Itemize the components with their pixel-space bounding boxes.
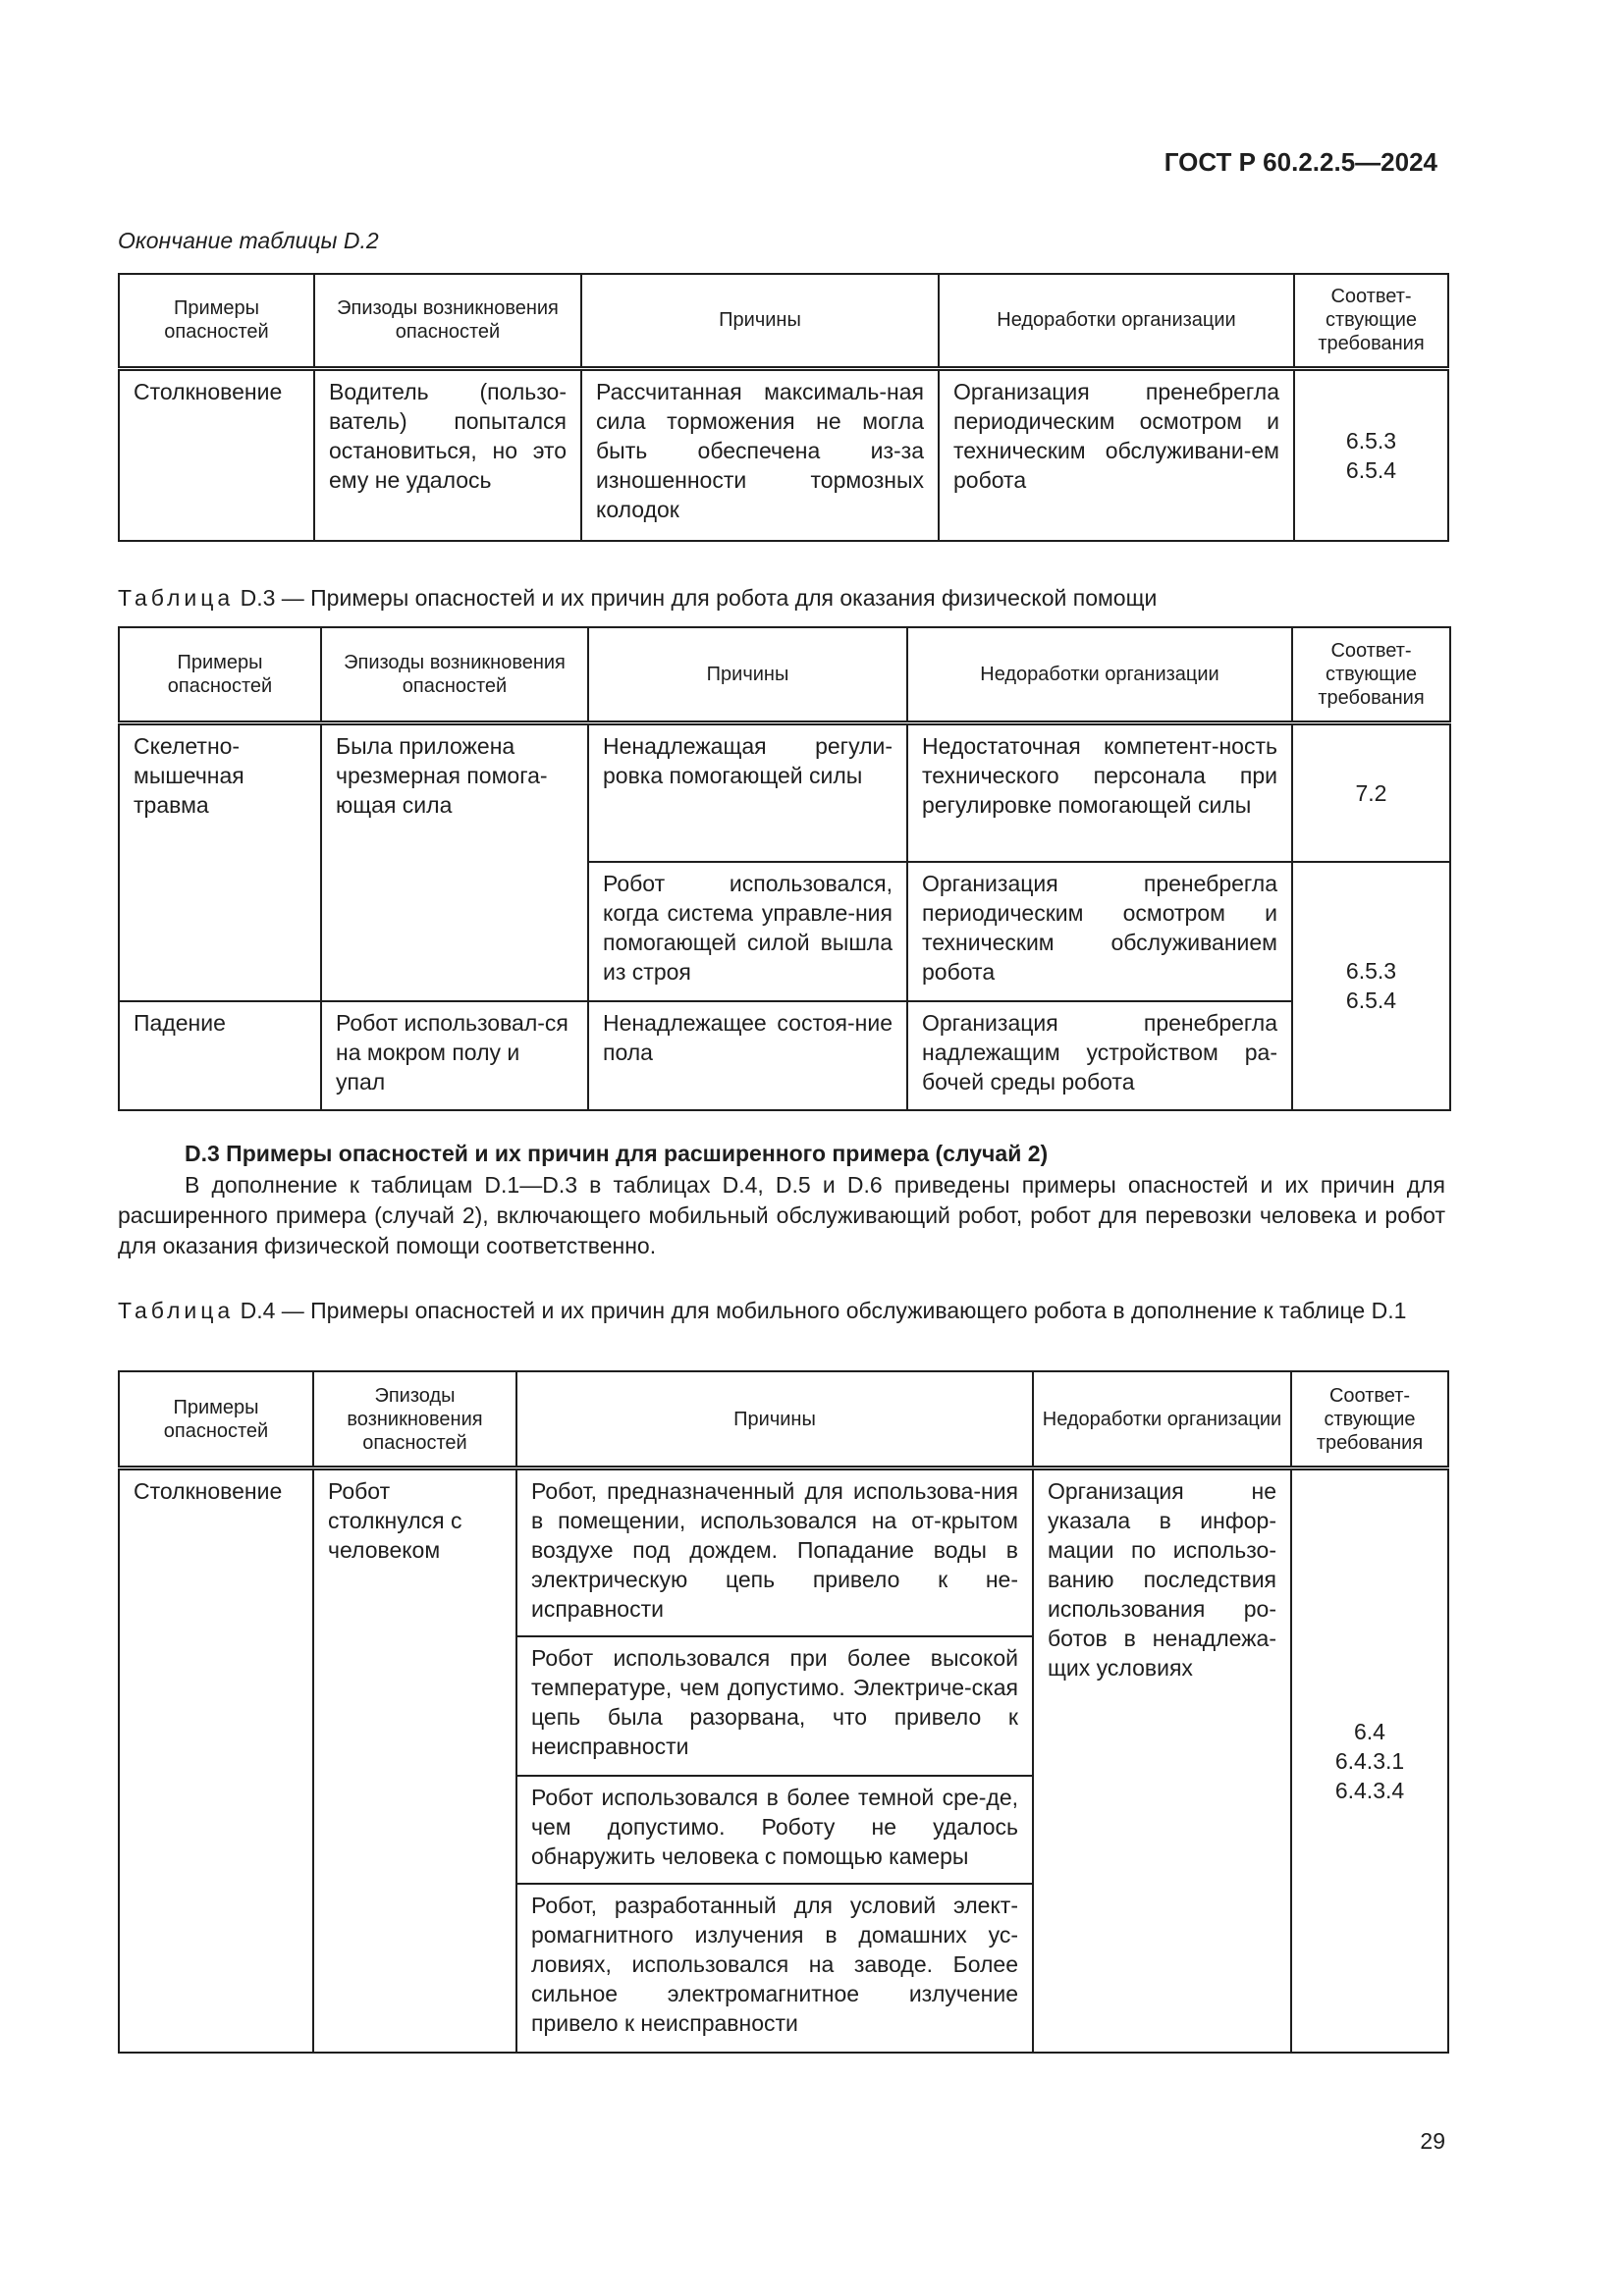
col-header-hazards: Примеры опасностей xyxy=(119,627,321,722)
shortcoming-cell: Организация пренебрегла периодическим осмотром и техническим обслуживанием робота xyxy=(907,862,1292,1001)
episode-cell: Робот использовал-ся на мокром полу и упал xyxy=(321,1001,588,1110)
table-title: D.4 — Примеры опасностей и их причин для мобильного обслуживающего робота в дополнение к таблице D.1 xyxy=(234,1298,1407,1323)
hazard-cell: Столкновение xyxy=(119,368,314,541)
shortcoming-cell: Организация пренебрегла периодическим осмотром и техническим обслуживани-ем робота xyxy=(939,368,1294,541)
col-header-shortcomings: Недоработки организации xyxy=(1033,1371,1291,1468)
col-header-shortcomings: Недоработки организации xyxy=(907,627,1292,722)
table-d4-caption xyxy=(118,1296,1445,1325)
requirement-ref: 6.4.3.1 xyxy=(1334,1748,1405,1775)
document-id: ГОСТ Р 60.2.2.5—2024 xyxy=(1164,147,1437,177)
requirements-cell xyxy=(1294,368,1448,541)
cause-cell: Ненадлежащая регули-ровка помогающей силы xyxy=(588,722,907,862)
requirement-ref: 6.5.3 xyxy=(1345,958,1397,985)
shortcoming-cell: Организация не указала в инфор-мации по использо-ванию последствия использования ро-ботов в ненадлежа-щих условиях xyxy=(1033,1468,1291,2053)
section-heading: D.3 Примеры опасностей и их причин для расширенного примера (случай 2) xyxy=(185,1141,1049,1166)
col-header-hazards: Примеры опасностей xyxy=(119,1371,313,1468)
table-d2-continuation-caption: Окончание таблицы D.2 xyxy=(118,228,379,253)
table-d3-caption xyxy=(118,583,1445,613)
col-header-causes: Причины xyxy=(581,274,939,368)
requirement-ref: 6.4 xyxy=(1354,1719,1385,1745)
requirement-ref: 6.4.3.4 xyxy=(1334,1778,1405,1804)
episode-cell: Робот столкнулся с человеком xyxy=(313,1468,516,2053)
requirement-ref: 6.5.4 xyxy=(1345,988,1397,1014)
requirements-cell xyxy=(1292,862,1450,1110)
table-d2-end xyxy=(118,273,1449,542)
col-header-requirements: Соответ-ствующие требования xyxy=(1291,1371,1448,1468)
col-header-shortcomings: Недоработки организации xyxy=(939,274,1294,368)
episode-cell: Была приложена чрезмерная помога-ющая сила xyxy=(321,722,588,1000)
hazard-cell: Столкновение xyxy=(119,1468,313,2053)
cause-cell: Ненадлежащее состоя-ние пола xyxy=(588,1001,907,1110)
hazard-cell: Скелетно-мышечная травма xyxy=(119,722,321,1000)
shortcoming-cell: Недостаточная компетент-ность технического персонала при регулировке помогающей силы xyxy=(907,722,1292,862)
paragraph-text: В дополнение к таблицам D.1—D.3 в таблицах D.4, D.5 и D.6 приведены примеры опасностей и их причин для расширенного примера (случай 2), включающего мобильный обслуживающий робот, робот для перевозки человека и робот для оказания физической помощи соответственно. xyxy=(118,1172,1445,1258)
hazard-cell: Падение xyxy=(119,1001,321,1110)
col-header-episodes: Эпизоды возникновения опасностей xyxy=(321,627,588,722)
episode-cell: Водитель (пользо-ватель) попытался остановиться, но это ему не удалось xyxy=(314,368,581,541)
table-d3 xyxy=(118,626,1451,1111)
col-header-episodes: Эпизоды возникновения опасностей xyxy=(313,1371,516,1468)
table-label: Таблица xyxy=(118,585,235,611)
cause-cell: Робот, разработанный для условий элект-ромагнитного излучения в домашних ус-ловиях, использовался на заводе. Более сильное электромагнитное излучение привело к неисправности xyxy=(516,1884,1033,2053)
col-header-requirements: Соответ-ствующие требования xyxy=(1294,274,1448,368)
col-header-causes: Причины xyxy=(516,1371,1033,1468)
col-header-hazards: Примеры опасностей xyxy=(119,274,314,368)
cause-cell: Робот использовался в более темной сре-де, чем допустимо. Роботу не удалось обнаружить человека с помощью камеры xyxy=(516,1776,1033,1885)
cause-cell: Робот использовался, когда система управле-ния помогающей силой вышла из строя xyxy=(588,862,907,1001)
col-header-causes: Причины xyxy=(588,627,907,722)
requirement-ref: 6.5.4 xyxy=(1345,456,1397,483)
cause-cell: Рассчитанная максималь-ная сила торможения не могла быть обеспечена из-за изношенности тормозных колодок xyxy=(581,368,939,541)
col-header-episodes: Эпизоды возникновения опасностей xyxy=(314,274,581,368)
section-paragraph xyxy=(118,1170,1445,1261)
cause-cell: Робот, предназначенный для использова-ния в помещении, использовался на от-крытом воздухе под дождем. Попадание воды в электрическую цепь привело к не-исправности xyxy=(516,1468,1033,1636)
table-d4 xyxy=(118,1370,1449,2054)
table-title: D.3 — Примеры опасностей и их причин для робота для оказания физической помощи xyxy=(234,585,1158,611)
requirements-cell xyxy=(1291,1468,1448,2053)
shortcoming-cell: Организация пренебрегла надлежащим устройством ра-бочей среды робота xyxy=(907,1001,1292,1110)
requirements-cell: 7.2 xyxy=(1292,722,1450,862)
col-header-requirements: Соответ-ствующие требования xyxy=(1292,627,1450,722)
table-label: Таблица xyxy=(118,1298,235,1323)
page-number: 29 xyxy=(1420,2128,1445,2154)
cause-cell: Робот использовался при более высокой температуре, чем допустимо. Электриче-ская цепь была разорвана, что привело к неисправности xyxy=(516,1636,1033,1775)
requirement-ref: 6.5.3 xyxy=(1345,427,1397,454)
